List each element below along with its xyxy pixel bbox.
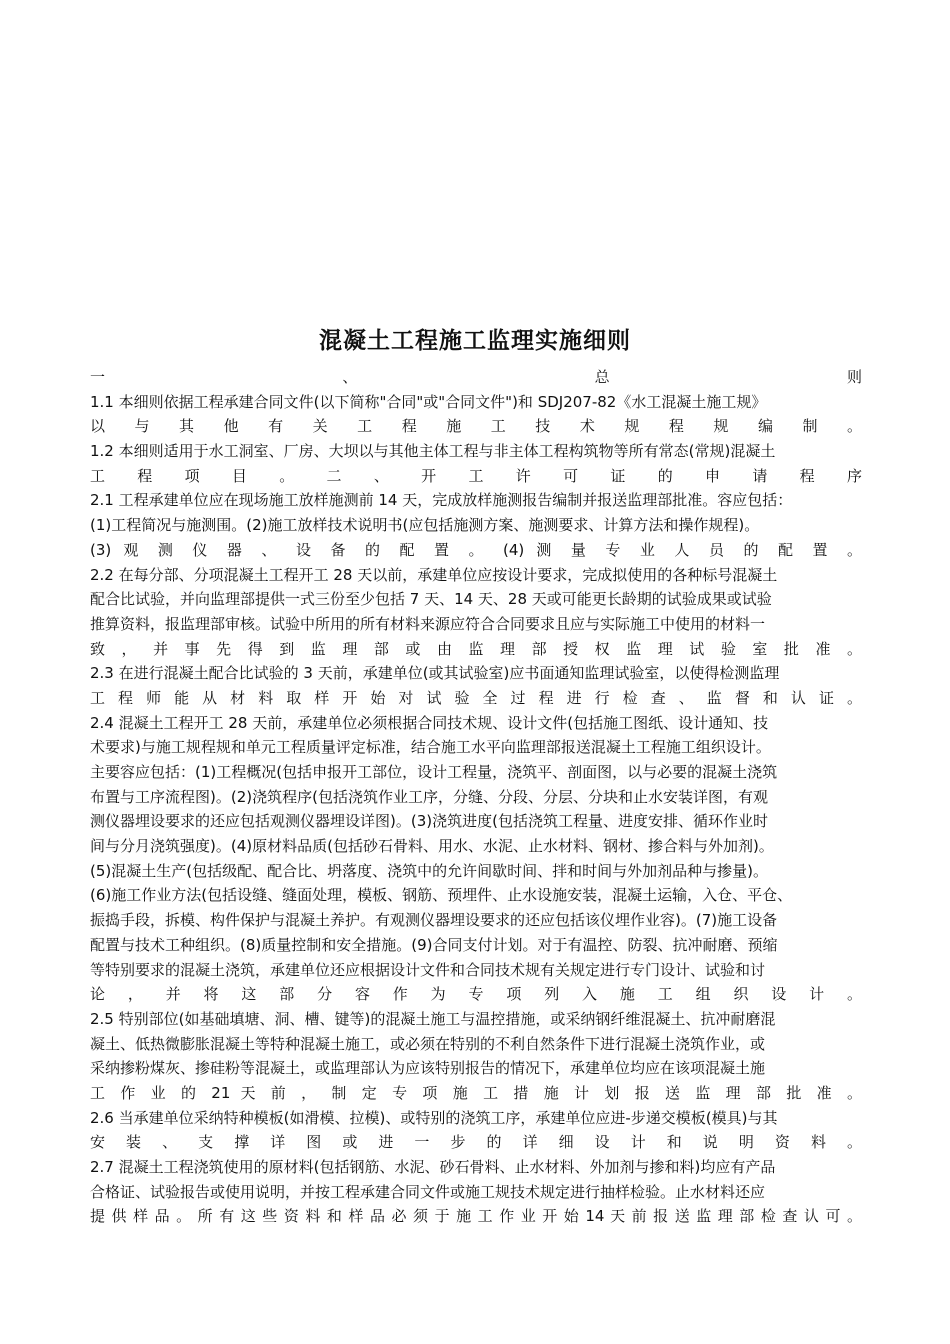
document-line: 1.1 本细则依据工程承建合同文件(以下简称"合同"或"合同文件")和 SDJ207-82《水工混凝土施工规》 — [90, 392, 767, 411]
document-line: 主要容应包括：(1)工程概况(包括申报开工部位，设计工程量，浇筑平、剖面图，以与必要的混凝土浇筑 — [90, 763, 778, 781]
document-line: 工 程 师 能 从 材 料 取 样 开 始 对 试 验 全 过 程 进 行 检 查 、 监 督 和 认 证 。 — [90, 688, 862, 707]
document-title: 混凝土工程施工监理实施细则 — [319, 328, 631, 354]
document-line: 2.6 当承建单位采纳特种模板(如滑模、拉模)、或特别的浇筑工序，承建单位应进-步递交模板(模具)与其 — [90, 1108, 778, 1127]
document-line: 提 供 样 品 。 所 有 这 些 资 料 和 样 品 必 须 于 施 工 作 业 开 始 14 天 前 报 送 监 理 部 检 查 认 可 。 — [90, 1207, 862, 1226]
document-line: 振捣手段，拆模、构件保护与混凝土养护。有观测仪器埋设要求的还应包括该仪埋作业容)。(7)施工设备 — [90, 911, 778, 930]
document-line: (5)混凝土生产(包括级配、配合比、坍落度、浇筑中的允许间歇时间、拌和时间与外加剂品种与掺量)。 — [90, 861, 768, 880]
document-line: (3) 观 测 仪 器 、 设 备 的 配 置 。 (4) 测 量 专 业 人 员 的 配 置 。 — [90, 540, 862, 559]
document-line: 2.4 混凝土工程开工 28 天前，承建单位必须根据合同技术规、设计文件(包括施工图纸、设计通知、技 — [90, 713, 769, 732]
document-line: 凝土、低热微膨胀混凝土等特种混凝土施工，或必须在特别的不利自然条件下进行混凝土浇筑作业，或 — [90, 1034, 766, 1053]
document-line: 间与分月浇筑强度)。(4)原材料品质(包括砂石骨料、用水、水泥、止水材料、钢材、掺合料与外加剂)。 — [90, 837, 774, 856]
document-line: 论 ， 并 将 这 部 分 容 作 为 专 项 列 入 施 工 组 织 设 计 。 — [90, 985, 862, 1004]
document-line: 以 与 其 他 有 关 工 程 施 工 技 术 规 程 规 编 制 。 — [90, 417, 862, 436]
document-line: 布置与工序流程图)。(2)浇筑程序(包括浇筑作业工序，分缝、分段、分层、分块和止水安装详图，有观 — [90, 787, 768, 806]
document-line: (6)施工作业方法(包括设缝、缝面处理，模板、钢筋、预埋件、止水设施安装，混凝土运输，入仓、平仓、 — [90, 886, 793, 905]
document-line: 推算资料，报监理部审核。试验中所用的所有材料来源应符合合同要求且应与实际施工中使用的材料一 — [90, 614, 766, 633]
document-line: 2.1 工程承建单位应在现场施工放样施测前 14 天，完成放样施测报告编制并报送监理部批准。容应包括： — [90, 491, 793, 510]
document-line: (1)工程简况与施测围。(2)施工放样技术说明书(应包括施测方案、施测要求、计算方法和操作规程)。 — [90, 516, 760, 535]
document-line: 采纳掺粉煤灰、掺硅粉等混凝土，或监理部认为应该特别报告的情况下，承建单位均应在该项混凝土施 — [90, 1059, 766, 1078]
document-line: 合格证、试验报告或使用说明，并按工程承建合同文件或施工规技术规定进行抽样检验。止水材料还应 — [90, 1182, 766, 1201]
document-line: 安 装 、 支 撑 详 图 或 进 一 步 的 详 细 设 计 和 说 明 资 料 。 — [90, 1133, 862, 1152]
document-line: 工 程 项 目 。 二 、 开 工 许 可 证 的 申 请 程 序 — [90, 466, 862, 485]
document-line: 测仪器埋设要求的还应包括观测仪器埋设详图)。(3)浇筑进度(包括浇筑工程量、进度安排、循环作业时 — [90, 812, 768, 831]
document-body — [90, 365, 862, 1229]
document-line: 等特别要求的混凝土浇筑，承建单位还应根据设计文件和合同技术规有关规定进行专门设计、试验和讨 — [90, 960, 766, 979]
document-line: 配置与技术工种组织。(8)质量控制和安全措施。(9)合同支付计划。对于有温控、防裂、抗冲耐磨、预缩 — [90, 935, 778, 954]
document-line: 致 ， 并 事 先 得 到 监 理 部 或 由 监 理 部 授 权 监 理 试 验 室 批 准 。 — [90, 639, 862, 658]
document-line: 工 作 业 的 21 天 前 ， 制 定 专 项 施 工 措 施 计 划 报 送 监 理 部 批 准 。 — [90, 1083, 862, 1102]
document-line: 配合比试验，并向监理部提供一式三份至少包括 7 天、14 天、28 天或可能更长龄期的试验成果或试验 — [90, 590, 772, 609]
document-line: 1.2 本细则适用于水工洞室、厂房、大坝以与其他主体工程与非主体工程构筑物等所有常态(常规)混凝土 — [90, 442, 776, 461]
document-line: 一 、 总 则 — [90, 368, 862, 386]
document-line: 2.7 混凝土工程浇筑使用的原材料(包括钢筋、水泥、砂石骨料、止水材料、外加剂与掺和料)均应有产品 — [90, 1158, 776, 1176]
document-line: 术要求)与施工规程规和单元工程质量评定标准，结合施工水平向监理部报送混凝土工程施工组织设计。 — [90, 738, 771, 757]
document-line: 2.3 在进行混凝土配合比试验的 3 天前，承建单位(或其试验室)应书面通知监理试验室，以使得检测监理 — [90, 664, 780, 683]
document-line: 2.2 在每分部、分项混凝土工程开工 28 天以前，承建单位应按设计要求，完成拟使用的各种标号混凝土 — [90, 565, 778, 584]
document-line: 2.5 特别部位(如基础填塘、洞、槽、键等)的混凝土施工与温控措施，或采纳钢纤维混凝土、抗冲耐磨混 — [90, 1009, 776, 1028]
